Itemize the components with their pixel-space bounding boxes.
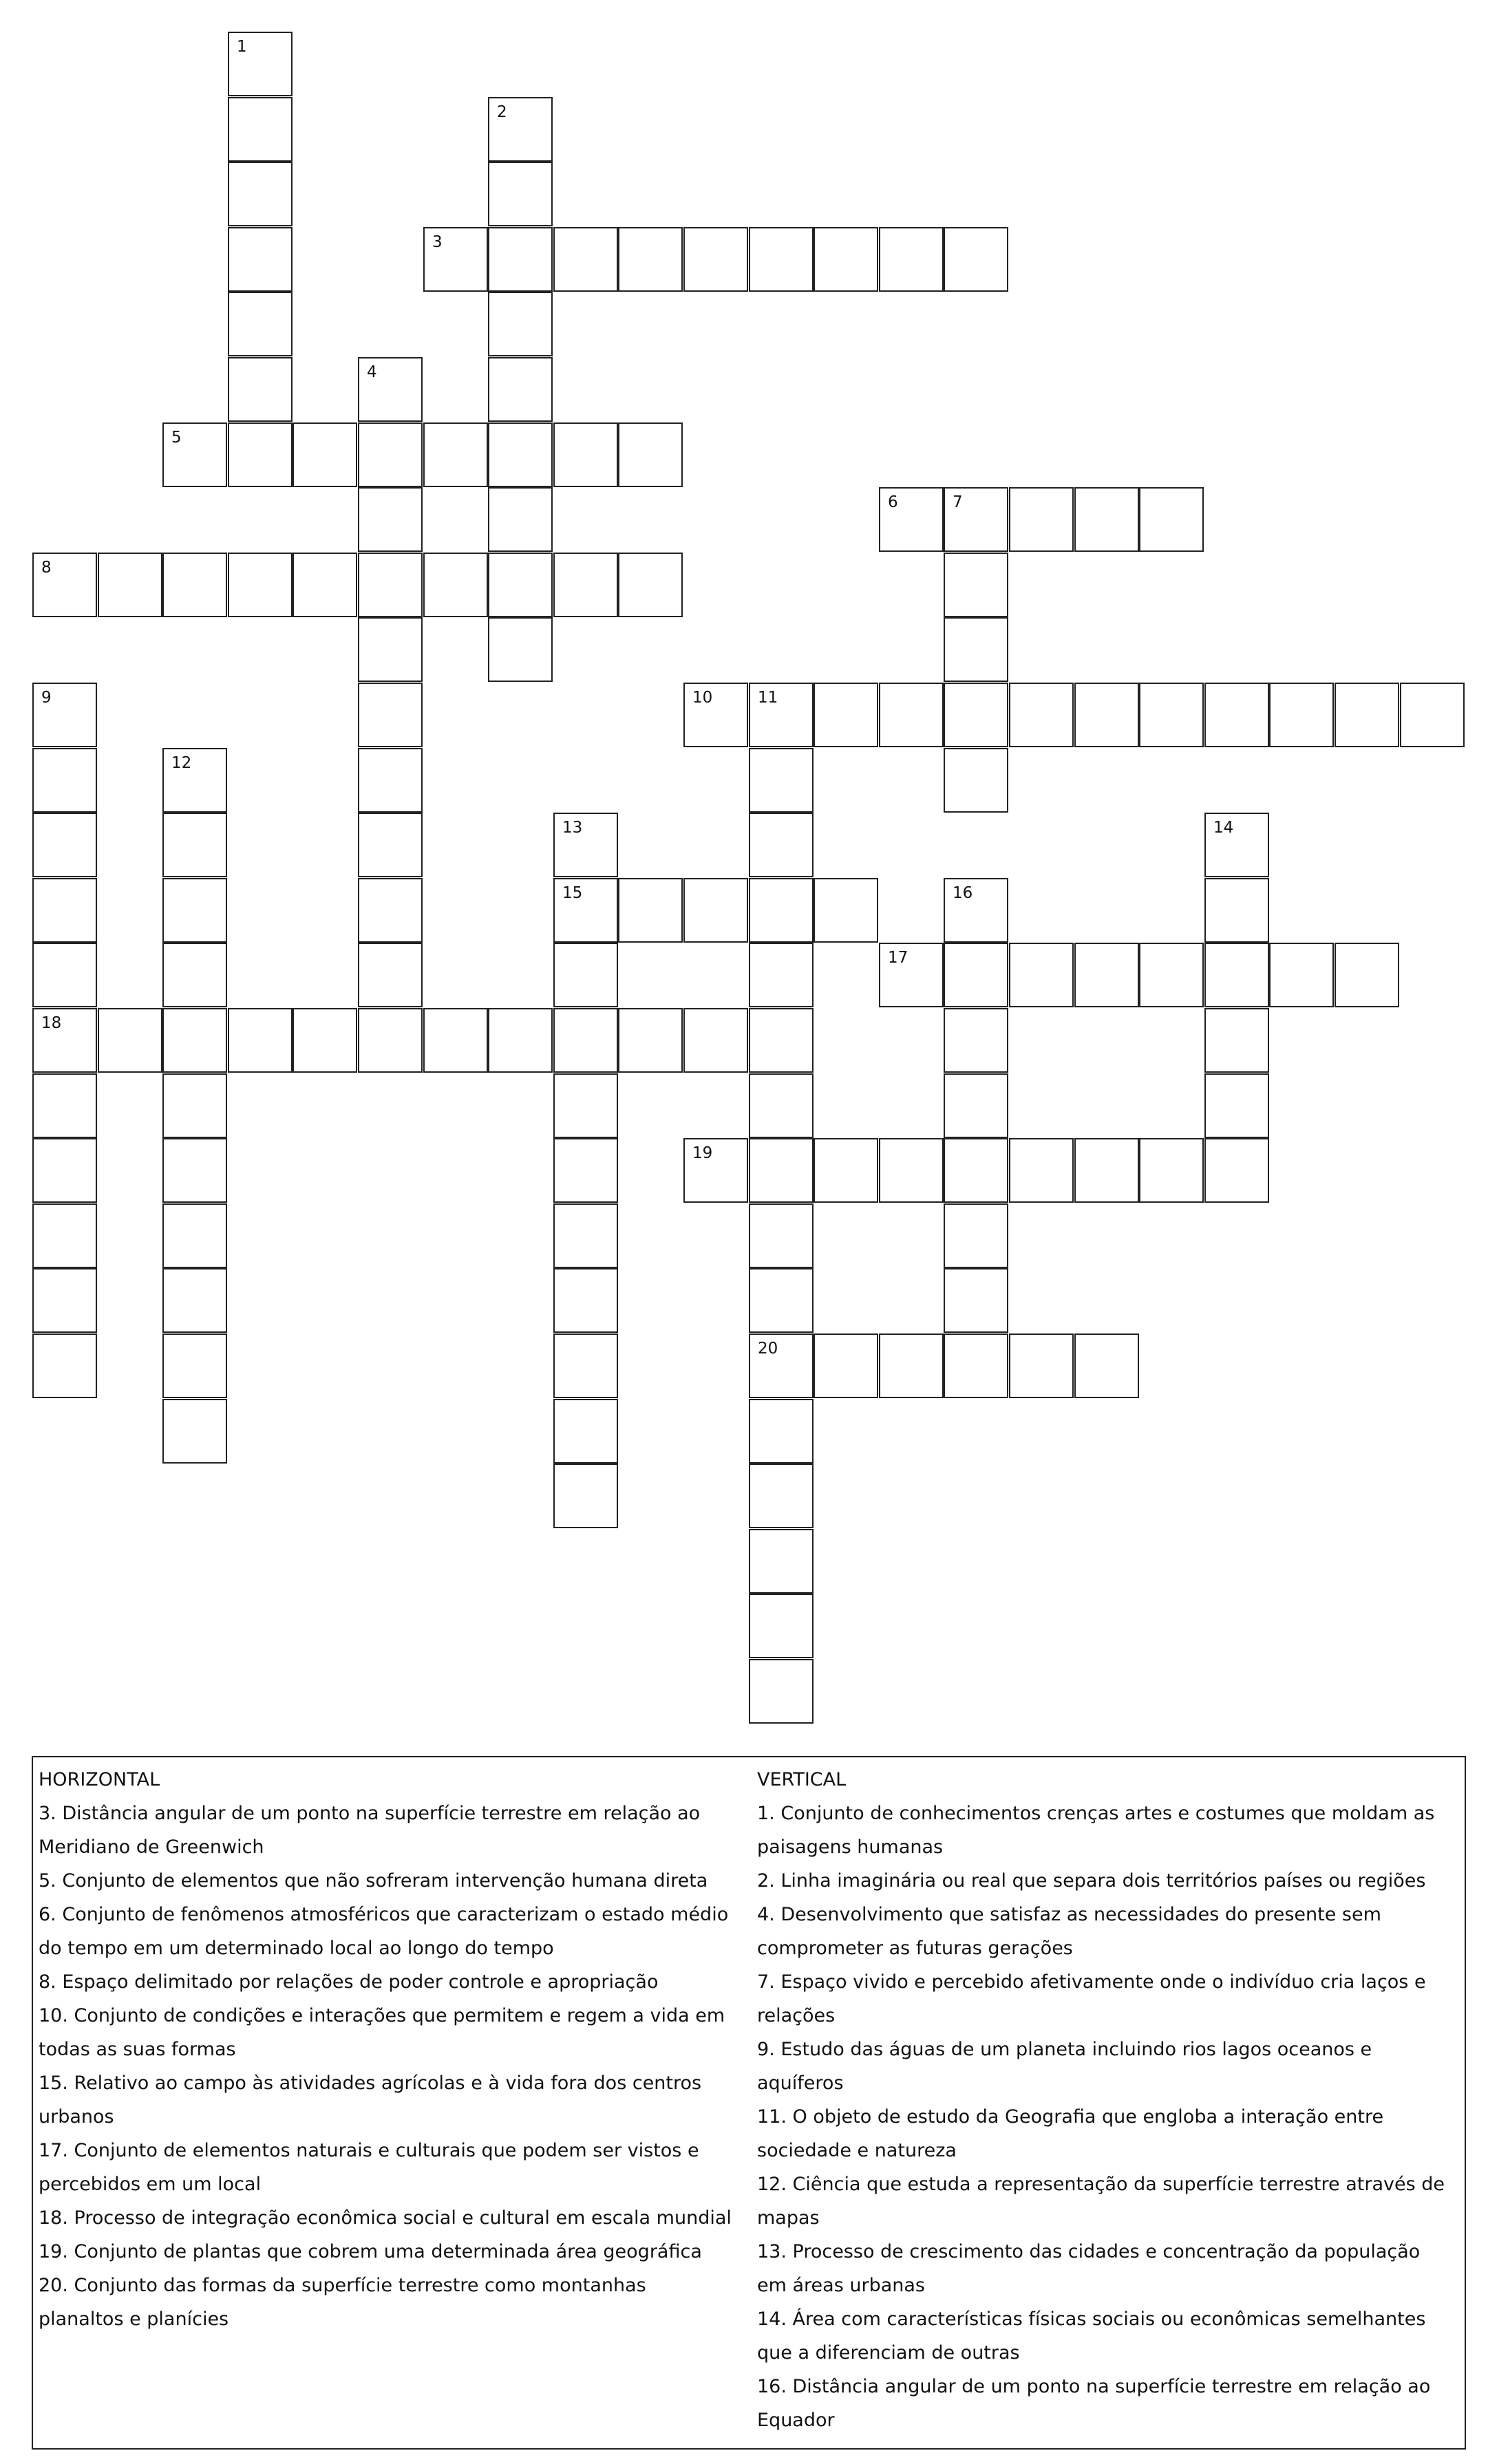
grid-cell[interactable] <box>683 1138 748 1203</box>
grid-cell[interactable] <box>228 292 293 356</box>
grid-cell[interactable] <box>228 553 293 617</box>
grid-cell[interactable] <box>879 1138 944 1203</box>
grid-cell[interactable] <box>293 553 357 617</box>
grid-cell[interactable] <box>162 553 227 617</box>
cell-number: 11 <box>758 689 778 707</box>
grid-cell[interactable] <box>423 227 488 292</box>
grid-cell[interactable] <box>618 422 683 487</box>
grid-cell[interactable] <box>683 227 748 292</box>
grid-cell[interactable] <box>749 1529 814 1594</box>
grid-cell[interactable] <box>358 617 423 682</box>
cell-number: 17 <box>888 949 908 967</box>
grid-cell[interactable] <box>814 683 878 747</box>
grid-cell[interactable] <box>1074 1138 1139 1203</box>
grid-cell[interactable] <box>488 487 553 552</box>
grid-cell[interactable] <box>488 422 553 487</box>
grid-cell[interactable] <box>1204 683 1269 747</box>
grid-cell[interactable] <box>749 1203 814 1268</box>
grid-cell[interactable] <box>814 227 878 292</box>
grid-cell[interactable] <box>944 1138 1008 1203</box>
grid-cell[interactable] <box>944 227 1008 292</box>
grid-cell[interactable] <box>488 227 553 292</box>
grid-cell[interactable] <box>32 1203 97 1268</box>
grid-cell[interactable] <box>1335 943 1399 1007</box>
grid-cell[interactable] <box>1009 683 1074 747</box>
grid-cell[interactable] <box>749 1594 814 1658</box>
grid-cell[interactable] <box>814 878 878 943</box>
grid-cell[interactable] <box>749 1008 814 1073</box>
grid-cell[interactable] <box>749 1268 814 1333</box>
grid-cell[interactable] <box>423 422 488 487</box>
grid-cell[interactable] <box>1204 878 1269 943</box>
grid-cell[interactable] <box>683 683 748 747</box>
grid-cell[interactable] <box>32 1333 97 1398</box>
grid-cell[interactable] <box>879 487 944 552</box>
grid-cell[interactable] <box>423 553 488 617</box>
grid-cell[interactable] <box>944 1203 1008 1268</box>
clues-vertical-heading: VERTICAL <box>757 1769 847 1790</box>
grid-cell[interactable] <box>1074 487 1139 552</box>
grid-cell[interactable] <box>749 1399 814 1464</box>
cell-number: 20 <box>758 1340 778 1358</box>
grid-cell[interactable] <box>749 1464 814 1528</box>
clue-vertical-2: 2. Linha imaginária ou real que separa dois territórios países ou regiões <box>757 1870 1426 1892</box>
grid-cell[interactable] <box>358 422 423 487</box>
grid-cell[interactable] <box>553 422 618 487</box>
grid-cell[interactable] <box>618 553 683 617</box>
grid-cell[interactable] <box>553 1008 618 1073</box>
grid-cell[interactable] <box>749 227 814 292</box>
grid-cell[interactable] <box>749 878 814 943</box>
cell-number: 16 <box>953 884 973 902</box>
cell-number: 14 <box>1213 819 1234 837</box>
cell-number: 1 <box>237 38 247 56</box>
grid-cell[interactable] <box>162 1008 227 1073</box>
cell-number: 8 <box>41 559 52 577</box>
clue-horizontal-19: 19. Conjunto de plantas que cobrem uma determinada área geográfica <box>39 2241 702 2262</box>
clue-horizontal-6: 6. Conjunto de fenômenos atmosféricos que caracterizam o estado médio do tempo em um determinado local ao longo do tempo <box>39 1904 729 1959</box>
grid-cell[interactable] <box>879 683 944 747</box>
grid-cell[interactable] <box>553 1138 618 1203</box>
grid-cell[interactable] <box>32 878 97 943</box>
clues-vertical <box>757 1763 1452 2437</box>
grid-cell[interactable] <box>228 1008 293 1073</box>
grid-cell[interactable] <box>1139 683 1204 747</box>
grid-cell[interactable] <box>1269 943 1334 1007</box>
grid-cell[interactable] <box>488 97 553 162</box>
grid-cell[interactable] <box>553 813 618 877</box>
grid-cell[interactable] <box>32 1268 97 1333</box>
cell-number: 4 <box>367 363 377 381</box>
grid-cell[interactable] <box>1139 1138 1204 1203</box>
cell-number: 13 <box>562 819 583 837</box>
grid-cell[interactable] <box>162 1333 227 1398</box>
clue-horizontal-3: 3. Distância angular de um ponto na superfície terrestre em relação ao Meridiano de Greenwich <box>39 1803 701 1858</box>
grid-cell[interactable] <box>293 422 357 487</box>
grid-cell[interactable] <box>553 943 618 1007</box>
cell-number: 15 <box>562 884 583 902</box>
clue-horizontal-10: 10. Conjunto de condições e interações que permitem e regem a vida em todas as suas formas <box>39 2005 725 2060</box>
grid-cell[interactable] <box>749 1073 814 1138</box>
clue-vertical-7: 7. Espaço vivido e percebido afetivamente onde o indivíduo cria laços e relações <box>757 1971 1426 2026</box>
grid-cell[interactable] <box>683 878 748 943</box>
grid-cell[interactable] <box>749 943 814 1007</box>
clue-vertical-12: 12. Ciência que estuda a representação da superfície terrestre através de mapas <box>757 2174 1445 2229</box>
grid-cell[interactable] <box>358 487 423 552</box>
grid-cell[interactable] <box>228 227 293 292</box>
clues-horizontal <box>39 1763 734 2336</box>
grid-cell[interactable] <box>423 1008 488 1073</box>
grid-cell[interactable] <box>879 1333 944 1398</box>
grid-cell[interactable] <box>944 748 1008 813</box>
grid-cell[interactable] <box>1335 683 1399 747</box>
grid-cell[interactable] <box>32 943 97 1007</box>
grid-cell[interactable] <box>879 227 944 292</box>
cell-number: 3 <box>432 233 443 251</box>
clue-vertical-4: 4. Desenvolvimento que satisfaz as necessidades do presente sem comprometer as futuras gerações <box>757 1904 1381 1959</box>
grid-cell[interactable] <box>358 553 423 617</box>
grid-cell[interactable] <box>358 943 423 1007</box>
grid-cell[interactable] <box>944 1073 1008 1138</box>
grid-cell[interactable] <box>1074 683 1139 747</box>
grid-cell[interactable] <box>944 683 1008 747</box>
grid-cell[interactable] <box>1139 943 1204 1007</box>
grid-cell[interactable] <box>618 1008 683 1073</box>
grid-cell[interactable] <box>553 878 618 943</box>
grid-cell[interactable] <box>98 1008 162 1073</box>
grid-cell[interactable] <box>32 1138 97 1203</box>
grid-cell[interactable] <box>618 227 683 292</box>
cell-number: 10 <box>692 689 713 707</box>
grid-cell[interactable] <box>228 422 293 487</box>
cell-number: 19 <box>692 1144 713 1162</box>
grid-cell[interactable] <box>98 553 162 617</box>
grid-cell[interactable] <box>944 617 1008 682</box>
grid-cell[interactable] <box>162 813 227 877</box>
grid-cell[interactable] <box>618 878 683 943</box>
clue-vertical-14: 14. Área com características físicas sociais ou econômicas semelhantes que a diferenciam de outras <box>757 2308 1426 2364</box>
grid-cell[interactable] <box>162 1399 227 1464</box>
clue-horizontal-17: 17. Conjunto de elementos naturais e culturais que podem ser vistos e percebidos em um local <box>39 2140 699 2195</box>
grid-cell[interactable] <box>228 357 293 422</box>
grid-cell[interactable] <box>1204 1138 1269 1203</box>
grid-cell[interactable] <box>553 1073 618 1138</box>
grid-cell[interactable] <box>228 32 293 96</box>
grid-cell[interactable] <box>814 1138 878 1203</box>
cell-number: 6 <box>888 493 898 511</box>
grid-cell[interactable] <box>162 1203 227 1268</box>
grid-cell[interactable] <box>162 422 227 487</box>
grid-cell[interactable] <box>1009 943 1074 1007</box>
grid-cell[interactable] <box>162 1138 227 1203</box>
grid-cell[interactable] <box>553 1399 618 1464</box>
grid-cell[interactable] <box>162 1268 227 1333</box>
grid-cell[interactable] <box>488 617 553 682</box>
grid-cell[interactable] <box>944 487 1008 552</box>
cell-number: 5 <box>171 429 182 447</box>
grid-cell[interactable] <box>1269 683 1334 747</box>
grid-cell[interactable] <box>32 1073 97 1138</box>
grid-cell[interactable] <box>228 97 293 162</box>
grid-cell[interactable] <box>488 553 553 617</box>
grid-cell[interactable] <box>488 1008 553 1073</box>
grid-cell[interactable] <box>1204 943 1269 1007</box>
clue-horizontal-8: 8. Espaço delimitado por relações de poder controle e apropriação <box>39 1971 659 1993</box>
grid-cell[interactable] <box>358 357 423 422</box>
grid-cell[interactable] <box>32 1008 97 1073</box>
grid-cell[interactable] <box>553 1464 618 1528</box>
grid-cell[interactable] <box>358 1008 423 1073</box>
grid-cell[interactable] <box>488 162 553 226</box>
grid-cell[interactable] <box>358 878 423 943</box>
clue-horizontal-5: 5. Conjunto de elementos que não sofreram intervenção humana direta <box>39 1870 708 1892</box>
grid-cell[interactable] <box>358 813 423 877</box>
grid-cell[interactable] <box>162 943 227 1007</box>
grid-cell[interactable] <box>553 553 618 617</box>
clue-horizontal-18: 18. Processo de integração econômica social e cultural em escala mundial <box>39 2207 732 2229</box>
grid-cell[interactable] <box>749 1138 814 1203</box>
grid-cell[interactable] <box>1204 1008 1269 1073</box>
grid-cell[interactable] <box>1009 487 1074 552</box>
grid-cell[interactable] <box>944 1008 1008 1073</box>
cell-number: 7 <box>953 493 963 511</box>
grid-cell[interactable] <box>944 553 1008 617</box>
clue-vertical-16: 16. Distância angular de um ponto na superfície terrestre em relação ao Equador <box>757 2376 1431 2431</box>
clue-vertical-9: 9. Estudo das águas de um planeta incluindo rios lagos oceanos e aquíferos <box>757 2039 1372 2094</box>
grid-cell[interactable] <box>32 683 97 747</box>
grid-cell[interactable] <box>944 1268 1008 1333</box>
cell-number: 2 <box>497 103 507 121</box>
grid-cell[interactable] <box>358 683 423 747</box>
grid-cell[interactable] <box>358 748 423 813</box>
grid-cell[interactable] <box>553 1333 618 1398</box>
grid-cell[interactable] <box>32 813 97 877</box>
clue-vertical-11: 11. O objeto de estudo da Geografia que engloba a interação entre sociedade e natureza <box>757 2106 1384 2161</box>
grid-cell[interactable] <box>944 878 1008 943</box>
grid-cell[interactable] <box>488 292 553 356</box>
grid-cell[interactable] <box>1204 1073 1269 1138</box>
clue-horizontal-20: 20. Conjunto das formas da superfície terrestre como montanhas planaltos e planícies <box>39 2275 646 2330</box>
clue-horizontal-15: 15. Relativo ao campo às atividades agrícolas e à vida fora dos centros urbanos <box>39 2072 702 2128</box>
cell-number: 18 <box>41 1014 62 1032</box>
grid-cell[interactable] <box>162 748 227 813</box>
grid-cell[interactable] <box>1009 1138 1074 1203</box>
grid-cell[interactable] <box>749 1333 814 1398</box>
cell-number: 12 <box>171 754 192 772</box>
clue-vertical-1: 1. Conjunto de conhecimentos crenças artes e costumes que moldam as paisagens humanas <box>757 1803 1435 1858</box>
grid-cell[interactable] <box>749 683 814 747</box>
grid-cell[interactable] <box>553 1203 618 1268</box>
clue-vertical-13: 13. Processo de crescimento das cidades e concentração da população em áreas urbanas <box>757 2241 1421 2296</box>
grid-cell[interactable] <box>553 1268 618 1333</box>
grid-cell[interactable] <box>749 1659 814 1724</box>
grid-cell[interactable] <box>1400 683 1465 747</box>
grid-cell[interactable] <box>814 1333 878 1398</box>
grid-cell[interactable] <box>1009 1333 1074 1398</box>
grid-cell[interactable] <box>553 227 618 292</box>
grid-cell[interactable] <box>749 748 814 813</box>
clues-box <box>32 1756 1466 2450</box>
grid-cell[interactable] <box>32 553 97 617</box>
grid-cell[interactable] <box>1139 487 1204 552</box>
clues-horizontal-heading: HORIZONTAL <box>39 1769 160 1790</box>
grid-cell[interactable] <box>1074 1333 1139 1398</box>
grid-cell[interactable] <box>944 943 1008 1007</box>
cell-number: 9 <box>41 689 52 707</box>
grid-cell[interactable] <box>488 357 553 422</box>
grid-cell[interactable] <box>944 1333 1008 1398</box>
grid-cell[interactable] <box>32 748 97 813</box>
grid-cell[interactable] <box>293 1008 357 1073</box>
grid-cell[interactable] <box>1204 813 1269 877</box>
grid-cell[interactable] <box>879 943 944 1007</box>
grid-cell[interactable] <box>228 162 293 226</box>
grid-cell[interactable] <box>683 1008 748 1073</box>
grid-cell[interactable] <box>749 813 814 877</box>
grid-cell[interactable] <box>162 878 227 943</box>
grid-cell[interactable] <box>1074 943 1139 1007</box>
grid-cell[interactable] <box>162 1073 227 1138</box>
